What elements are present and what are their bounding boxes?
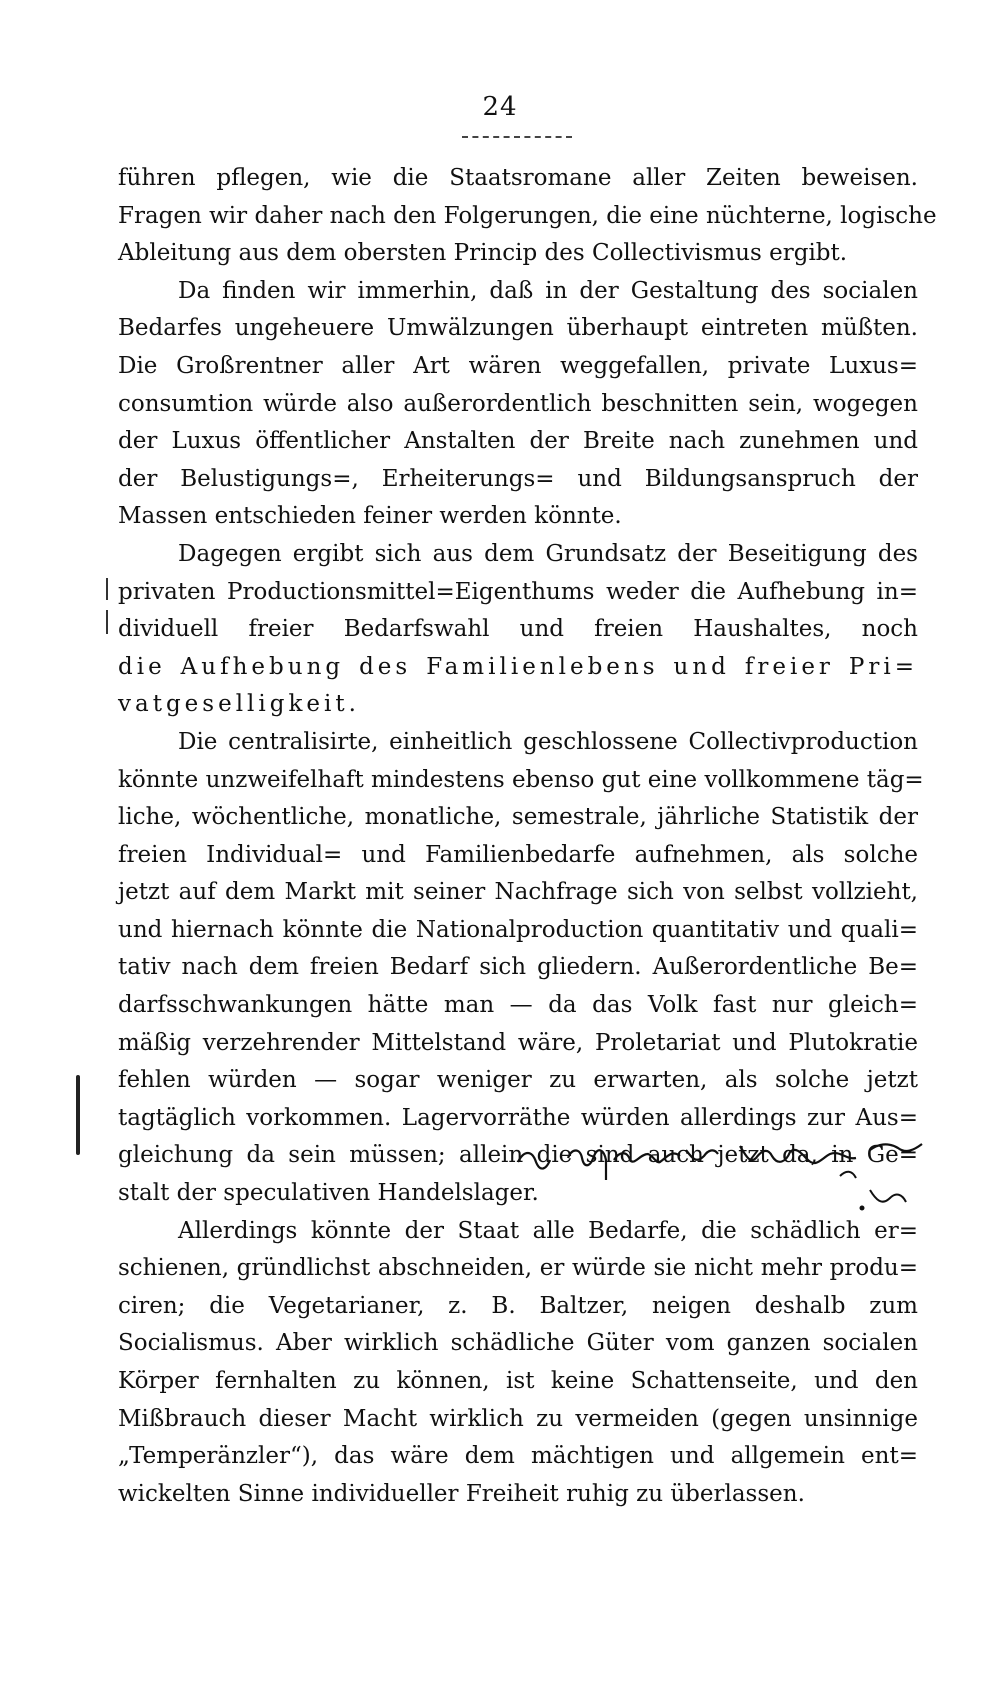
handwritten-annotation [510,1120,930,1230]
text-line: Da finden wir immerhin, daß in der Gestaltung des socialen [178,277,918,304]
text-line: Die centralisirte, einheitlich geschlossene Collectivproduction [178,728,918,755]
paragraph-5 [118,1213,918,1514]
text-line: Die Großrentner aller Art wären weggefallen, private Luxus= [118,352,918,379]
text-line: darfsschwankungen hätte man — da das Volk fast nur gleich= [118,992,918,1019]
text-line: gleichung da sein müssen; allein die sind auch jetzt da, in Ge= [118,1142,918,1169]
text-line: wickelten Sinne individueller Freiheit ruhig zu überlassen. [118,1480,805,1507]
text-line: liche, wöchentliche, monatliche, semestrale, jährliche Statistik der [118,804,918,831]
text-line: mäßig verzehrender Mittelstand wäre, Proletariat und Plutokratie [118,1029,918,1056]
text-line: Körper fernhalten zu können, ist keine Schattenseite, und den [118,1368,918,1394]
margin-mark [106,610,108,634]
text-line: könnte unzweifelhaft mindestens ebenso gut eine vollkommene täg= [118,766,924,793]
text-line: die Aufhebung des Familienlebens und freier Pri= [118,653,918,680]
text-line: Massen entschieden feiner werden könnte. [118,503,622,530]
text-line: freien Individual= und Familienbedarfe aufnehmen, als solche [118,841,918,868]
header-rule [462,136,572,138]
text-line: dividuell freier Bedarfswahl und freien Haushaltes, noch [118,616,918,643]
paragraph-1 [118,160,937,273]
page-number: 24 [482,92,518,122]
text-line: vatgeselligkeit. [118,691,360,718]
text-line: Dagegen ergibt sich aus dem Grundsatz der Beseitigung des [178,540,918,567]
text-line: tativ nach dem freien Bedarf sich gliedern. Außerordentliche Be= [118,954,918,981]
text-line: jetzt auf dem Markt mit seiner Nachfrage sich von selbst vollzieht, [118,879,918,906]
text-line: stalt der speculativen Handelslager. [118,1180,539,1207]
text-line: Socialismus. Aber wirklich schädliche Güter vom ganzen socialen [118,1330,918,1357]
text-line: der Luxus öffentlicher Anstalten der Breite nach zunehmen und [118,428,918,455]
text-line: ciren; die Vegetarianer, z. B. Baltzer, neigen deshalb zum [118,1292,918,1319]
text-line: führen pflegen, wie die Staatsromane aller Zeiten beweisen. [118,165,918,191]
text-line: Ableitung aus dem obersten Princip des Collectivismus ergibt. [118,240,848,267]
text-line: Bedarfes ungeheuere Umwälzungen überhaupt eintreten müßten. [118,315,918,342]
text-line: schienen, gründlichst abschneiden, er würde sie nicht mehr produ= [118,1255,918,1282]
text-line: und hiernach könnte die Nationalproduction quantitativ und quali= [118,916,918,943]
text-line: der Belustigungs=, Erheiterungs= und Bildungsanspruch der [118,465,918,492]
paragraph-2 [118,273,918,536]
margin-vertical-line [76,1075,80,1155]
margin-mark [106,578,108,600]
text-line: fehlen würden — sogar weniger zu erwarten, als solche jetzt [118,1067,918,1094]
paragraph-3 [118,536,918,724]
text-line: Fragen wir daher nach den Folgerungen, die eine nüchterne, logische [118,202,937,229]
text-line: consumtion würde also außerordentlich beschnitten sein, wogegen [118,390,918,417]
text-line: Allerdings könnte der Staat alle Bedarfe, die schädlich er= [178,1217,918,1244]
text-line: privaten Productionsmittel=Eigenthums weder die Aufhebung in= [118,578,918,605]
text-line: „Temperänzler“), das wäre dem mächtigen und allgemein ent= [118,1443,918,1470]
body-text [118,160,937,1513]
text-line: tagtäglich vorkommen. Lagervorräthe würden allerdings zur Aus= [118,1104,918,1131]
text-line: Mißbrauch dieser Macht wirklich zu vermeiden (gegen unsinnige [118,1405,918,1432]
